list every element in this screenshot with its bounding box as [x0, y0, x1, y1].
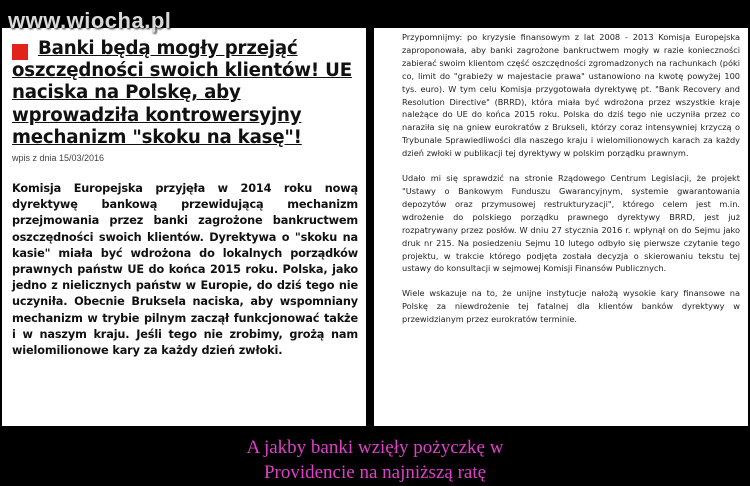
red-square-icon: [12, 44, 28, 60]
article-body-right: [374, 28, 748, 326]
headline-text: Banki będą mogły przejąć oszczędności swoich klientów! UE naciska na Polskę, aby wprowadziła kontrowersyjny mechanizm "skoku na kasę"!: [12, 38, 352, 148]
right-paragraph: Przypomnijmy: po kryzysie finansowym z lat 2008 - 2013 Komisja Europejska zaproponowała, aby banki zagrożone bankructwem mogły w razie konieczności zabierać swoim klientom część oszczędności zgromadzonych na rachunkach (póki co, limit do "grabieży w majestacie prawa" ustanowiono na kwotę powyżej 100 tys. euro). W tym celu Komisja przygotowała dyrektywę pt. "Bank Recovery and Resolution Directive" (BRRD), która miała być wdrożona przez wszystkie kraje należące do UE do końca 2015 roku. Polska do dziś tego nie uczyniła przez co naraziła się na gniew eurokratów z Brukseli, którzy coraz intensywniej krzyczą o Trybunale Sprawiedliwości dla naszego kraju i wielomilionowych karach za każdy dzień zwłoki w publikacji tej dyrektywy w polskim porządku prawnym.: [402, 32, 740, 159]
article-left-panel: [2, 28, 366, 426]
right-paragraph: Wiele wskazuje na to, że unijne instytucje nałożą wysokie kary finansowe na Polskę za niewdrożenie tej fatalnej dla klientów banków dyrektywy w przewidzianym przez eurokratów terminie.: [402, 288, 740, 325]
meme-caption-line-2: Providencie na najniższą ratę: [263, 462, 487, 483]
watermark-logo: www.wiocha.pl: [8, 8, 172, 33]
right-paragraph: Udało mi się sprawdzić na stronie Rządowego Centrum Legislacji, że projekt "Ustawy o Bankowym Funduszu Gwarancyjnym, systemie gwarantowania depozytów oraz przymusowej restrukturyzacji", którego celem jest m.in. wdrożenie do polskiego porządku prawnego dyrektywy BRRD, jest już rozpatrywany przez posłów. W dniu 27 stycznia 2016 r. wpłynął on do Sejmu jako druk nr 215. Na posiedzeniu Sejmu 10 lutego odbyło się pierwsze czytanie tego projektu, w trakcie którego podjęta została decyzja o skierowaniu tekstu tej ustawy do konsultacji w sejmowej Komisji Finansów Publicznych.: [402, 173, 740, 274]
article-body-left: Komisja Europejska przyjęła w 2014 roku nową dyrektywę bankową przewidującą mechanizm przejmowania przez banki zagrożone bankructwem oszczędności swoich klientów. Dyrektywa o "skoku na kasie" miała być wdrożona do lokalnych porządków prawnych państw UE do końca 2015 roku. Polska, jako jedno z nielicznych państw w Europie, do dziś tego nie uczyniła. Obecnie Bruksela naciska, aby wspomniany mechanizm w trybie pilnym zaczął funkcjonować także i w naszym kraju. Jeśli tego nie zrobimy, grożą nam wielomilionowe kary za każdy dzień zwłoki.: [12, 182, 358, 358]
meme-caption-line-1: A jakby banki wzięły pożyczkę w: [246, 437, 504, 458]
article-headline: [12, 38, 352, 149]
post-date: wpis z dnia 15/03/2016: [12, 153, 105, 164]
article-right-panel: [374, 28, 748, 426]
